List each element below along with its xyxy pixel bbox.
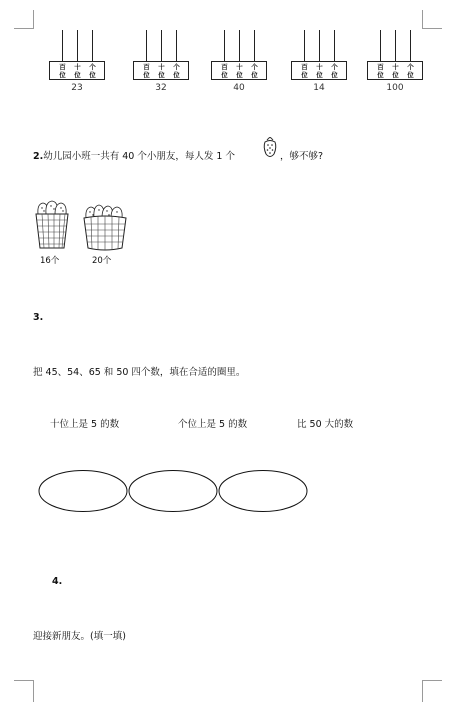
abacus-4: 百 十 个 位 位 位 14 xyxy=(291,30,351,100)
abacus-1: 百 十 个 位 位 位 23 xyxy=(49,30,109,100)
question-2-line xyxy=(33,148,235,162)
crop-mark-top-left-v xyxy=(33,10,34,29)
category-ones-is-5: 个位上是 5 的数 xyxy=(178,419,248,430)
abacus-2: 百 十 个 位 位 位 32 xyxy=(133,30,193,100)
basket-20-label: 20个 xyxy=(92,256,112,266)
oval-greater-than-50[interactable] xyxy=(219,471,307,512)
crop-mark-bottom-right-h xyxy=(422,680,442,681)
crop-mark-bottom-right-v xyxy=(422,680,423,702)
crop-mark-top-left-h xyxy=(14,28,34,29)
answer-ovals xyxy=(38,469,313,519)
basket-16-icon xyxy=(33,200,71,256)
question-2-number: 2. xyxy=(33,151,44,162)
question-2-text-before: 幼儿园小班一共有 40 个小朋友，每人发 1 个 xyxy=(43,151,235,162)
abacus-value: 40 xyxy=(233,83,245,93)
strawberry-icon xyxy=(262,137,278,163)
category-tens-is-5: 十位上是 5 的数 xyxy=(50,419,120,430)
basket-20-icon xyxy=(82,204,128,256)
question-3-instruction: 把 45、54、65 和 50 四个数，填在合适的圈里。 xyxy=(33,367,246,378)
question-2-text-after: ，够不够? xyxy=(280,151,324,162)
abacus-value: 23 xyxy=(71,83,83,93)
category-greater-than-50: 比 50 大的数 xyxy=(297,419,354,430)
abacus-value: 32 xyxy=(155,83,167,93)
oval-ones-is-5[interactable] xyxy=(129,471,217,512)
abacus-5: 百 十 个 位 位 位 100 xyxy=(367,30,427,100)
question-4-number: 4. xyxy=(52,576,63,587)
abacus-value: 100 xyxy=(386,83,404,93)
basket-16-label: 16个 xyxy=(40,256,60,266)
crop-mark-bottom-left-v xyxy=(33,680,34,702)
oval-tens-is-5[interactable] xyxy=(39,471,127,512)
abacus-value: 14 xyxy=(313,83,325,93)
crop-mark-bottom-left-h xyxy=(14,680,34,681)
question-4-instruction: 迎接新朋友。(填一填) xyxy=(33,631,126,642)
crop-mark-top-right-v xyxy=(422,10,423,29)
abacus-3: 百 十 个 位 位 位 40 xyxy=(211,30,271,100)
crop-mark-top-right-h xyxy=(422,28,442,29)
question-3-number: 3. xyxy=(33,312,44,323)
